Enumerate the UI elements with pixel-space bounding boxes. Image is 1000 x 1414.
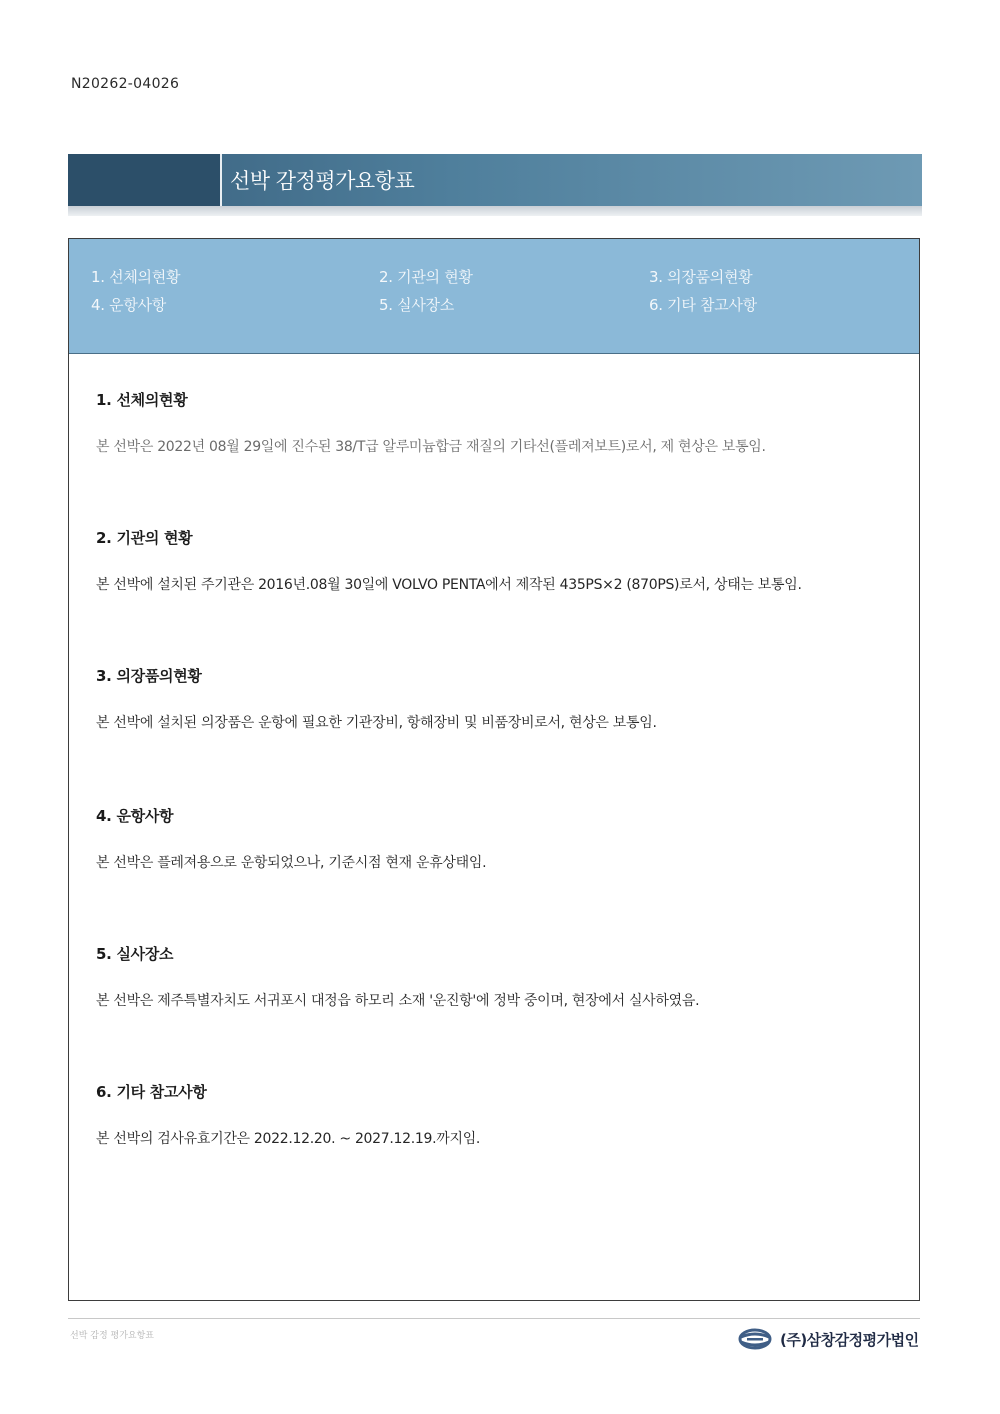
footer-document-label: 선박 감정 평가요항표	[70, 1331, 154, 1341]
toc-item-1: 1. 선체의현황	[91, 268, 181, 286]
section-body: 본 선박에 설치된 의장품은 운항에 필요한 기관장비, 항해장비 및 비품장비로서, 현상은 보통임.	[96, 715, 657, 731]
title-band-dark-block	[68, 154, 220, 206]
section-title: 3. 의장품의현황	[96, 667, 202, 685]
document-id: N20262-04026	[71, 76, 180, 92]
section-equipment	[96, 665, 657, 732]
toc-item-5: 5. 실사장소	[379, 296, 454, 314]
toc-item-2: 2. 기관의 현황	[379, 268, 473, 286]
section-other-notes	[96, 1081, 480, 1148]
section-operation	[96, 805, 486, 872]
section-hull	[96, 389, 766, 456]
section-title: 5. 실사장소	[96, 945, 174, 963]
toc-item-3: 3. 의장품의현황	[649, 268, 753, 286]
section-body: 본 선박의 검사유효기간은 2022.12.20. ~ 2027.12.19.까지임.	[96, 1131, 481, 1147]
section-body: 본 선박은 플레져용으로 운항되었으나, 기준시점 현재 운휴상태임.	[96, 855, 487, 871]
company-signature	[738, 1324, 919, 1354]
page-title: 선박 감정평가요항표	[230, 169, 415, 193]
title-band	[68, 154, 922, 206]
section-engine	[96, 527, 802, 594]
section-title: 6. 기타 참고사항	[96, 1083, 207, 1101]
title-band-shadow	[68, 206, 922, 216]
section-body: 본 선박은 2022년 08월 29일에 진수된 38/T급 알루미늄합금 재질의 기타선(플레져보트)로서, 제 현상은 보통임.	[96, 439, 766, 455]
section-title: 2. 기관의 현황	[96, 529, 193, 547]
section-title: 4. 운항사항	[96, 807, 174, 825]
section-body: 본 선박에 설치된 주기관은 2016년.08월 30일에 VOLVO PENTA에서 제작된 435PS×2 (870PS)로서, 상태는 보통임.	[96, 577, 802, 593]
toc-item-4: 4. 운항사항	[91, 296, 166, 314]
section-body: 본 선박은 제주특별자치도 서귀포시 대정읍 하모리 소재 '운진항'에 정박 중이며, 현장에서 실사하였음.	[96, 993, 700, 1009]
content-frame	[68, 238, 920, 1301]
company-name: (주)삼창감정평가법인	[780, 1330, 919, 1349]
company-logo-icon	[738, 1328, 772, 1350]
footer-divider	[68, 1318, 920, 1319]
title-band-divider	[220, 154, 222, 206]
toc-item-6: 6. 기타 참고사항	[649, 296, 757, 314]
section-title: 1. 선체의현황	[96, 391, 188, 409]
table-of-contents	[69, 239, 919, 354]
section-inspection-site	[96, 943, 699, 1010]
